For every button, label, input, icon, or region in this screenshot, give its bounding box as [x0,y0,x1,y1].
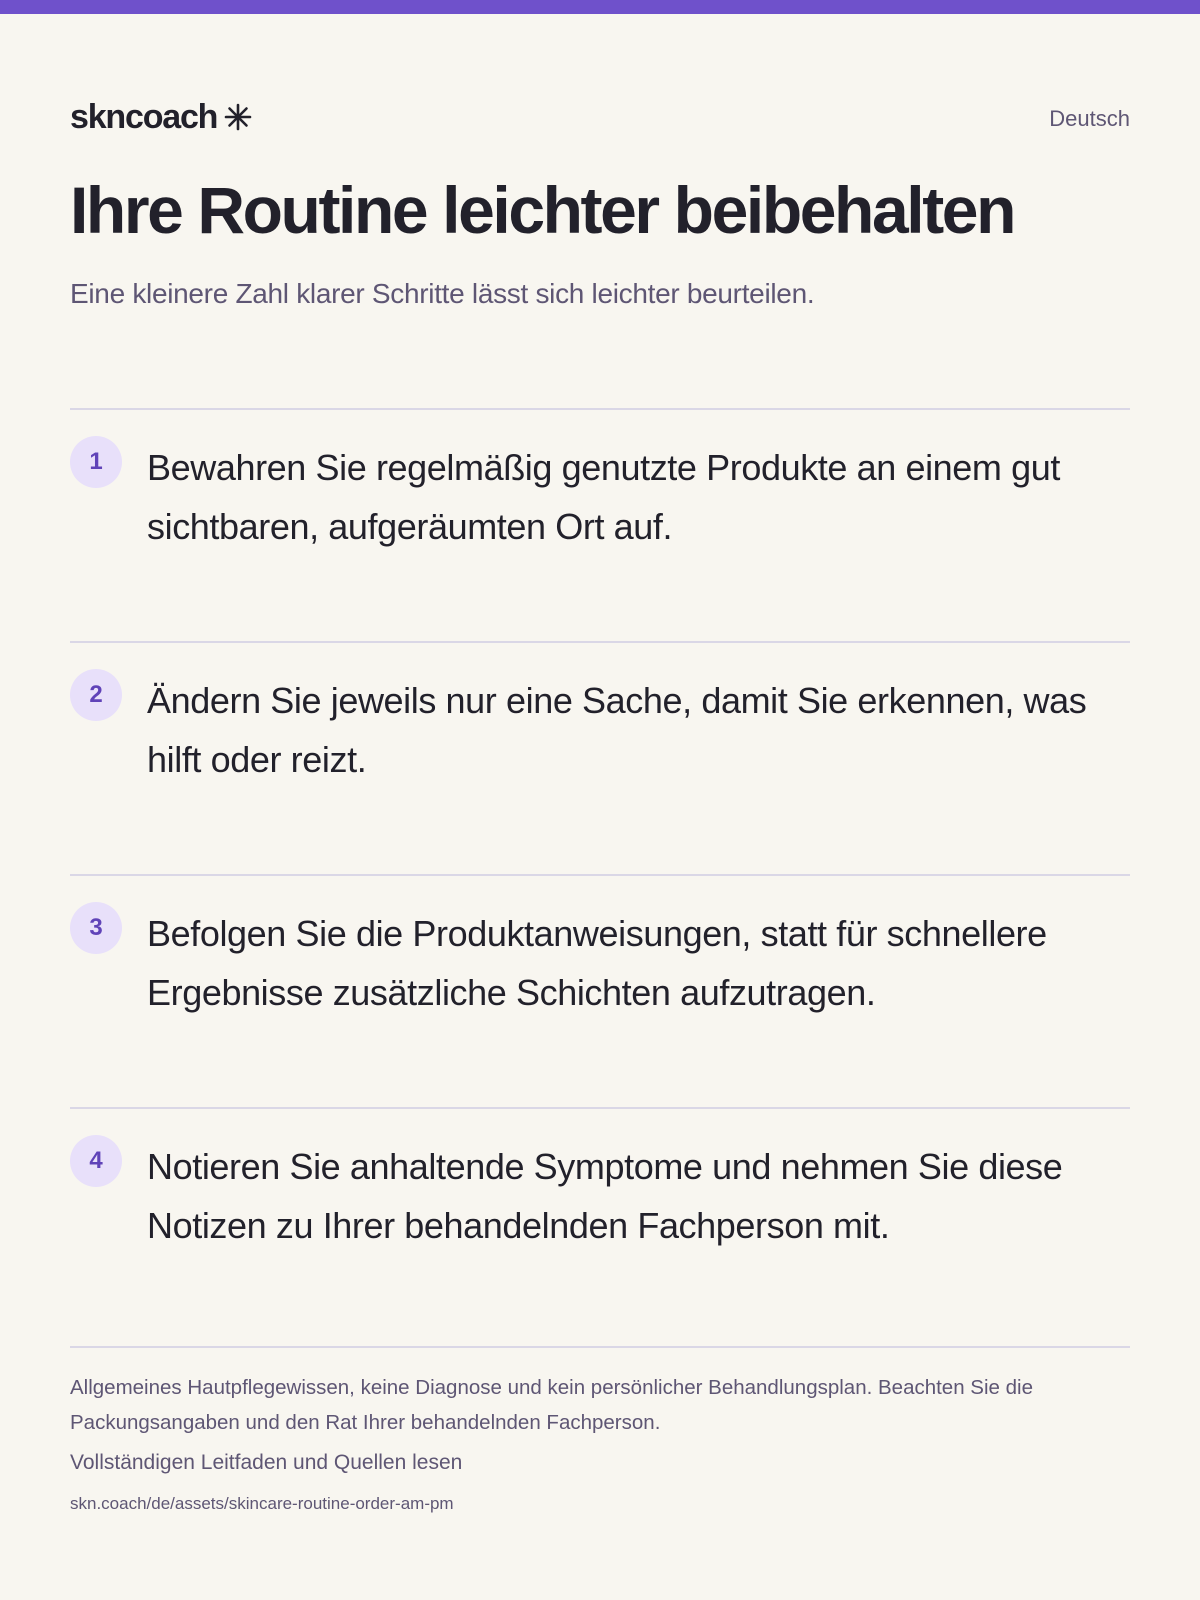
step-text: Notieren Sie anhaltende Symptome und nehmen Sie diese Notizen zu Ihrer behandelnden Fachperson mit. [147,1146,1063,1246]
language-selector[interactable]: Deutsch [1049,106,1130,131]
top-accent-bar [0,0,1200,14]
page-title: Ihre Routine leichter beibehalten [70,173,1014,247]
step-text: Befolgen Sie die Produktanweisungen, statt für schnellere Ergebnisse zusätzliche Schichten aufzutragen. [147,913,1047,1013]
step-text: Ändern Sie jeweils nur eine Sache, damit Sie erkennen, was hilft oder reizt. [147,680,1087,780]
source-url: skn.coach/de/assets/skincare-routine-order-am-pm [70,1494,454,1513]
brand-name: skncoach [70,98,218,136]
page-subtitle: Eine kleinere Zahl klarer Schritte lässt sich leichter beurteilen. [70,278,815,309]
list-item [70,408,1130,641]
full-guide-link[interactable]: Vollständigen Leitfaden und Quellen lesen [70,1451,463,1474]
step-text: Bewahren Sie regelmäßig genutzte Produkte an einem gut sichtbaren, aufgeräumten Ort auf. [147,447,1060,547]
step-number-badge: 1 [70,436,122,488]
brand-logo[interactable] [70,100,253,134]
steps-list [70,408,1130,1340]
list-item [70,641,1130,874]
disclaimer-text: Allgemeines Hautpflegewissen, keine Diagnose und kein persönlicher Behandlungsplan. Beachten Sie die Packungsangaben und den Rat Ihrer behandelnden Fachperson. [70,1376,1033,1434]
step-number-badge: 2 [70,669,122,721]
step-number-badge: 3 [70,902,122,954]
list-item [70,1107,1130,1340]
step-number-badge: 4 [70,1135,122,1187]
list-item [70,874,1130,1107]
asterisk-icon [223,102,253,132]
footer [70,1346,1130,1516]
header [70,88,1130,148]
